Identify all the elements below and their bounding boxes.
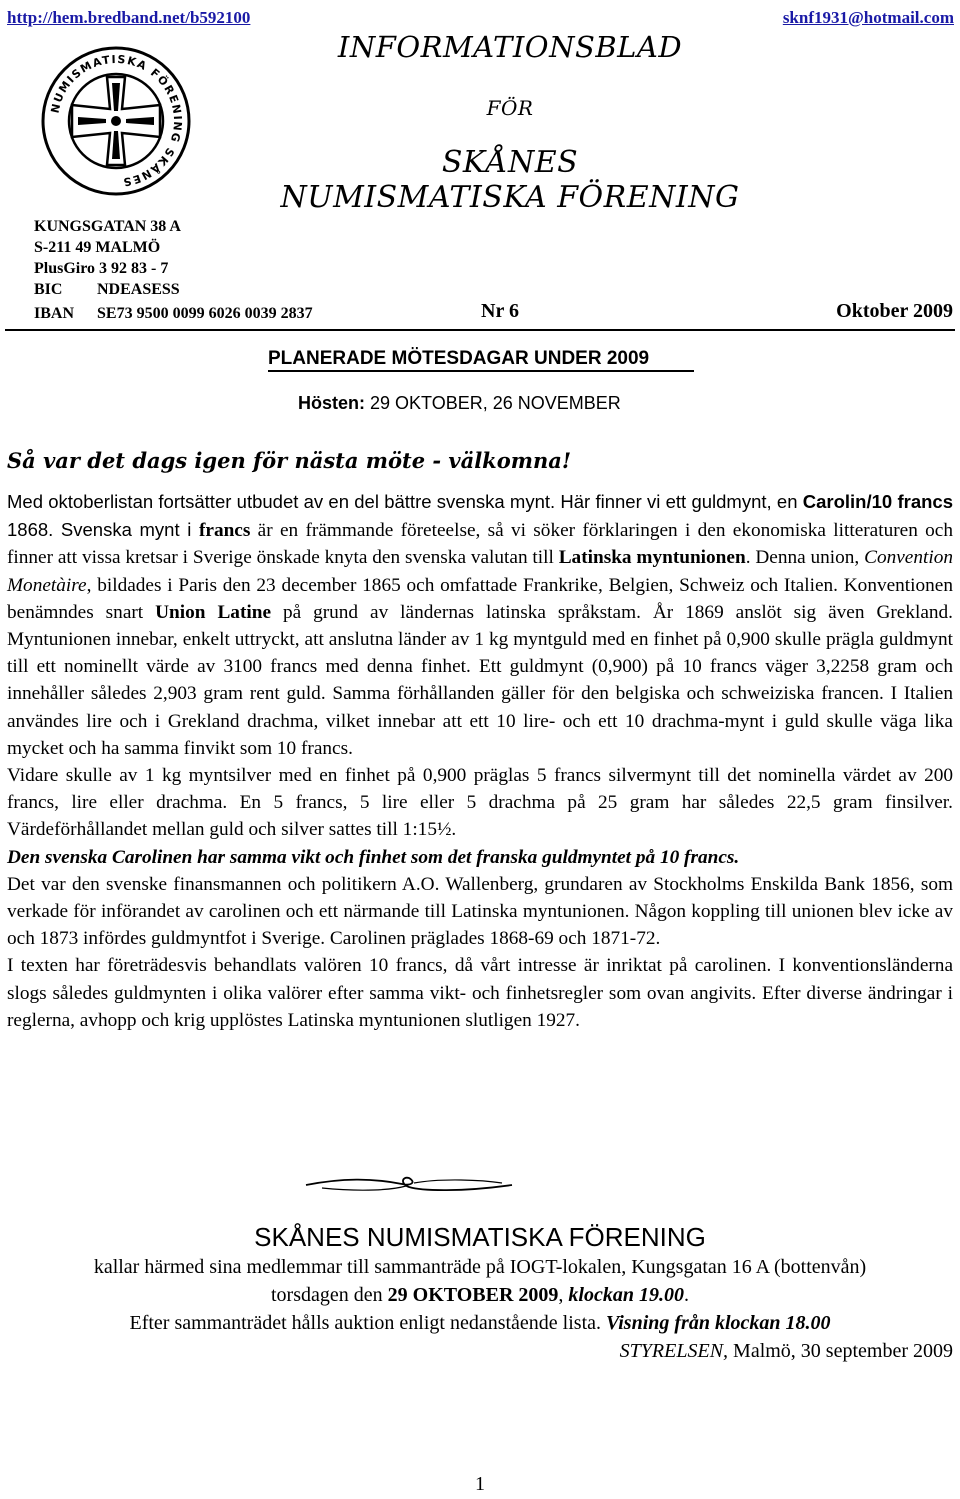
meetings-welcome: Så var det dags igen för nästa möte - välkomna! bbox=[7, 448, 572, 473]
title-informationsblad: INFORMATIONSBLAD bbox=[337, 30, 683, 64]
invitation-org-name: SKÅNES NUMISMATISKA FÖRENING bbox=[254, 1222, 706, 1252]
address-street: KUNGSGATAN 38 A bbox=[34, 218, 181, 235]
society-seal-logo bbox=[40, 45, 192, 197]
issue-number: Nr 6 bbox=[481, 300, 519, 322]
article-body bbox=[7, 488, 953, 1034]
issue-date: Oktober 2009 bbox=[836, 300, 953, 322]
address-bic-label: BIC bbox=[34, 281, 63, 298]
title-skanes: SKÅNES bbox=[441, 145, 579, 180]
invitation-line-2: torsdagen den 29 OKTOBER 2009, klockan 19.00. bbox=[271, 1284, 689, 1306]
meetings-label: Hösten: bbox=[298, 393, 365, 413]
email-link[interactable]: sknf1931@hotmail.com bbox=[782, 8, 954, 27]
address-iban-value: SE73 9500 0099 6026 0039 2837 bbox=[97, 305, 313, 322]
invitation-line-3: Efter sammanträdet hålls auktion enligt nedanstående lista. Visning från klockan 18.00 bbox=[129, 1312, 831, 1334]
invitation-line-1: kallar härmed sina medlemmar till sammanträde på IOGT-lokalen, Kungsgatan 16 A (bottenvån) bbox=[93, 1256, 867, 1278]
address-plusgiro: PlusGiro 3 92 83 - 7 bbox=[34, 260, 169, 277]
decorative-flourish bbox=[302, 1170, 516, 1200]
title-for: FÖR bbox=[486, 96, 534, 120]
article-paragraph-5: I texten har företrädesvis behandlats valören 10 francs, då vårt intresse är inriktat på carolinen. I konventionsländerna slogs således guldmynten i olika valörer efter samma vikt- och finhetsregler som ovan angivits. Efter diverse ändringar i reglerna, avhopp och krig upplöstes Latinska myntunionen slutligen 1927. bbox=[7, 955, 953, 1031]
header-divider bbox=[5, 329, 955, 331]
article-paragraph-4: Det var den svenske finansmannen och politikern A.O. Wallenberg, grundaren av Stockholms Enskilda Bank 1856, som verkade för införandet av carolinen och ett närmande till Latinska myntunionen. Någon koppling till unionen blev icke av och 1873 infördes guldmyntfot i Sverige. Carolinen präglades 1868-69 och 1871-72. bbox=[7, 873, 953, 950]
article-paragraph-2: Vidare skulle av 1 kg myntsilver med en finhet på 0,900 präglas 5 francs silvermynt till det nominella värdet av 200 francs, lire eller drachma. En 5 francs, 5 lire eller 5 drachma på 25 gram har således 22,5 gram finsilver. Värdeförhållandet mellan guld och silver sattes till 1:15½. bbox=[7, 765, 953, 841]
article-paragraph-3: Den svenska Carolinen har samma vikt och finhet som det franska guldmyntet på 10 francs. bbox=[7, 846, 740, 868]
website-link[interactable]: http://hem.bredband.net/b592100 bbox=[7, 8, 251, 27]
invitation-signature: STYRELSEN, Malmö, 30 september 2009 bbox=[619, 1340, 953, 1362]
meetings-dates: 29 OKTOBER, 26 NOVEMBER bbox=[370, 393, 621, 413]
title-numismatiska-forening: NUMISMATISKA FÖRENING bbox=[280, 180, 740, 215]
page-number: 1 bbox=[475, 1473, 485, 1495]
meetings-heading-underline bbox=[268, 370, 694, 372]
article-paragraph-1: Med oktoberlistan fortsätter utbudet av en del bättre svenska mynt. Här finner vi ett guldmynt, en Carolin/10 francs 1868. Svenska mynt i francs är en främmande företeelse, så vi söker förklaringen i den ekonomiska litteraturen och finner att vissa kretsar i Sverige önskade knyta den svenska valutan till Latinska myntunionen. Denna union, Convention Monetàire, bildades i Paris den 23 december 1865 och omfattade Frankrike, Belgien, Schweiz och Italien. Konventionen benämndes snart Union Latine på grund av ländernas latinska språkstam. År 1869 anslöt sig även Grekland. Myntunionen innebar, enkelt uttryckt, att anslutna länder av 1 kg myntguld med en finhet på 0,900 skulle prägla guldmynt till ett nominellt värde av 3100 francs med denna finhet. Ett guldmynt (0,900) på 10 francs väger 3,2258 gram och innehåller således 2,903 gram rent guld. Samma förhållanden gäller för den belgiska och schweiziska francen. I Italien användes lire och i Grekland drachma, vilket innebar att ett 10 lire- och ett 10 drachma-mynt i guld skulle väga lika mycket och ha samma finvikt som 10 francs. bbox=[7, 491, 954, 759]
address-bic-value: NDEASESS bbox=[97, 281, 180, 298]
address-iban-label: IBAN bbox=[34, 305, 75, 322]
seal-ring-text: NUMISMATISKA FÖRENING SKÅNES bbox=[48, 52, 185, 189]
address-postal: S-211 49 MALMÖ bbox=[34, 239, 161, 256]
meetings-heading: PLANERADE MÖTESDAGAR UNDER 2009 bbox=[268, 348, 650, 369]
